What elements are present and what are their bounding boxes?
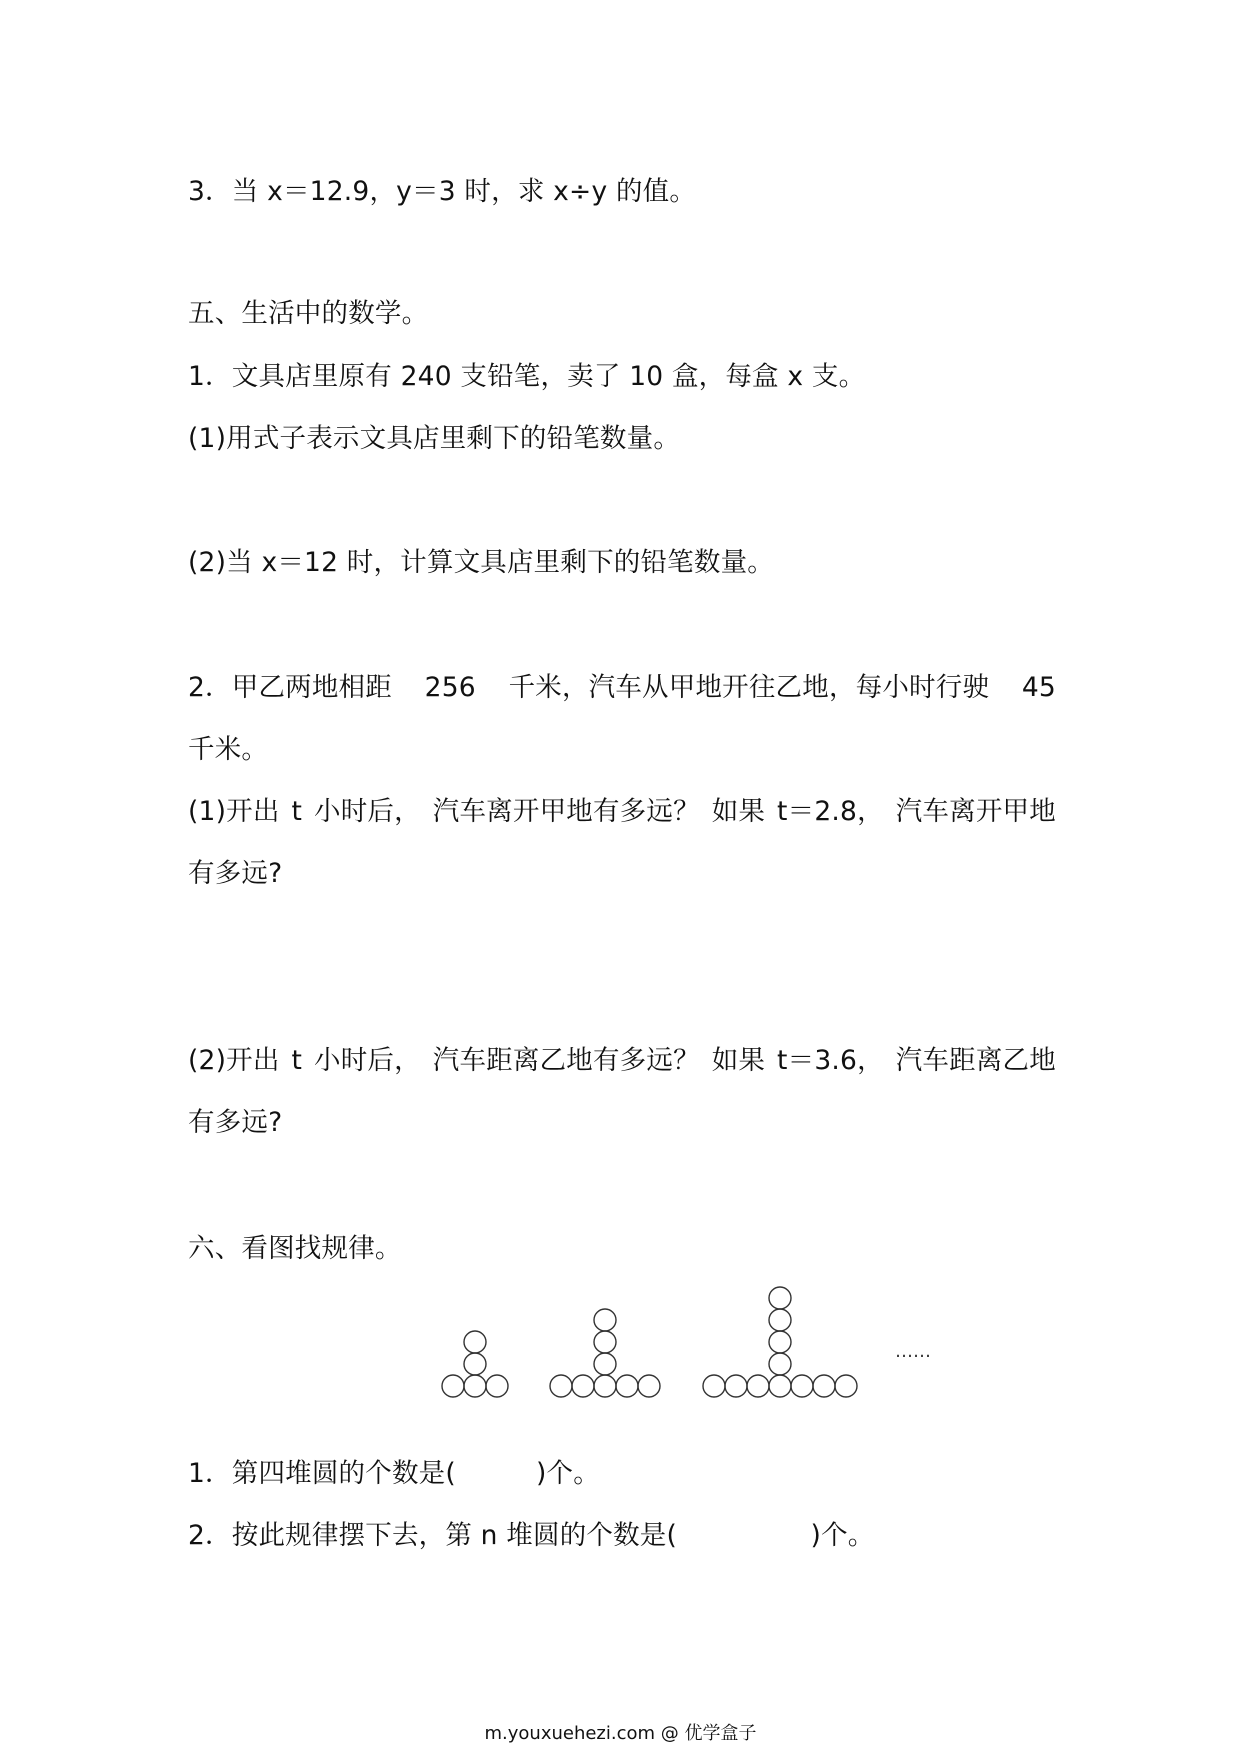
- s5-question-2-part-1-line-1: [188, 795, 1056, 829]
- circle: [769, 1375, 791, 1397]
- s6-question-1: 1．第四堆圆的个数是( )个。: [188, 1458, 600, 1489]
- p1-seg: t: [291, 796, 303, 827]
- s5-question-2-line-1: [188, 671, 1056, 705]
- question-3: 3．当 x＝12.9，y＝3 时，求 x÷y 的值。: [188, 176, 697, 207]
- p2-seg: t＝3.6，: [777, 1045, 884, 1076]
- circle: [835, 1375, 857, 1397]
- p2-seg: (2)开出: [188, 1045, 280, 1076]
- circle: [442, 1375, 464, 1397]
- circle: [594, 1353, 616, 1375]
- circle: [703, 1375, 725, 1397]
- s5-question-2-part-2-line-2: 有多远?: [188, 1107, 283, 1138]
- circle: [769, 1287, 791, 1309]
- s5-question-1-part-2: (2)当 x＝12 时，计算文具店里剩下的铅笔数量。: [188, 547, 774, 578]
- q2-seg: 2．甲乙两地相距: [188, 672, 392, 703]
- s5-question-2-part-1-line-2: 有多远?: [188, 858, 283, 889]
- s5-question-1: 1．文具店里原有 240 支铅笔，卖了 10 盒，每盒 x 支。: [188, 361, 866, 392]
- p1-seg: 如果: [711, 796, 766, 827]
- s5-question-2-line-2: 千米。: [188, 734, 269, 765]
- circle: [638, 1375, 660, 1397]
- circle: [747, 1375, 769, 1397]
- p2-seg: 汽车距离乙地: [895, 1045, 1056, 1076]
- circle: [769, 1331, 791, 1353]
- circle: [486, 1375, 508, 1397]
- stack-2: [550, 1309, 660, 1397]
- circle: [464, 1375, 486, 1397]
- section-6-title: 六、看图找规律。: [188, 1233, 402, 1264]
- circle: [769, 1353, 791, 1375]
- circle-stacks: [442, 1287, 857, 1397]
- circle: [813, 1375, 835, 1397]
- circle: [725, 1375, 747, 1397]
- s6-question-2: 2．按此规律摆下去，第 n 堆圆的个数是( )个。: [188, 1520, 875, 1551]
- circle: [594, 1309, 616, 1331]
- circle-pattern-figure: [430, 1270, 970, 1410]
- circle: [616, 1375, 638, 1397]
- circle: [791, 1375, 813, 1397]
- ellipsis: ……: [895, 1341, 931, 1362]
- q2-seg: 千米，汽车从甲地开往乙地，每小时行驶: [508, 672, 990, 703]
- p2-seg: t: [291, 1045, 303, 1076]
- p2-seg: 汽车距离乙地有多远？: [432, 1045, 700, 1076]
- s5-question-1-part-1: (1)用式子表示文具店里剩下的铅笔数量。: [188, 423, 681, 454]
- circle: [769, 1309, 791, 1331]
- circle: [464, 1353, 486, 1375]
- circle: [464, 1331, 486, 1353]
- p1-seg: (1)开出: [188, 796, 280, 827]
- p2-seg: 如果: [711, 1045, 766, 1076]
- circle: [572, 1375, 594, 1397]
- q2-seg: 45: [1021, 672, 1056, 703]
- p1-seg: 小时后，: [314, 796, 421, 827]
- section-5-title: 五、生活中的数学。: [188, 298, 429, 329]
- q2-seg: 256: [424, 672, 476, 703]
- p2-seg: 小时后，: [314, 1045, 421, 1076]
- circle: [594, 1375, 616, 1397]
- stack-3: [703, 1287, 857, 1397]
- p1-seg: t＝2.8，: [777, 796, 884, 827]
- s5-question-2-part-2-line-1: [188, 1044, 1056, 1078]
- p1-seg: 汽车离开甲地: [895, 796, 1056, 827]
- circle: [550, 1375, 572, 1397]
- circle: [594, 1331, 616, 1353]
- p1-seg: 汽车离开甲地有多远？: [432, 796, 700, 827]
- stack-1: [442, 1331, 508, 1397]
- footer-watermark: m.youxuehezi.com @ 优学盒子: [484, 1723, 757, 1744]
